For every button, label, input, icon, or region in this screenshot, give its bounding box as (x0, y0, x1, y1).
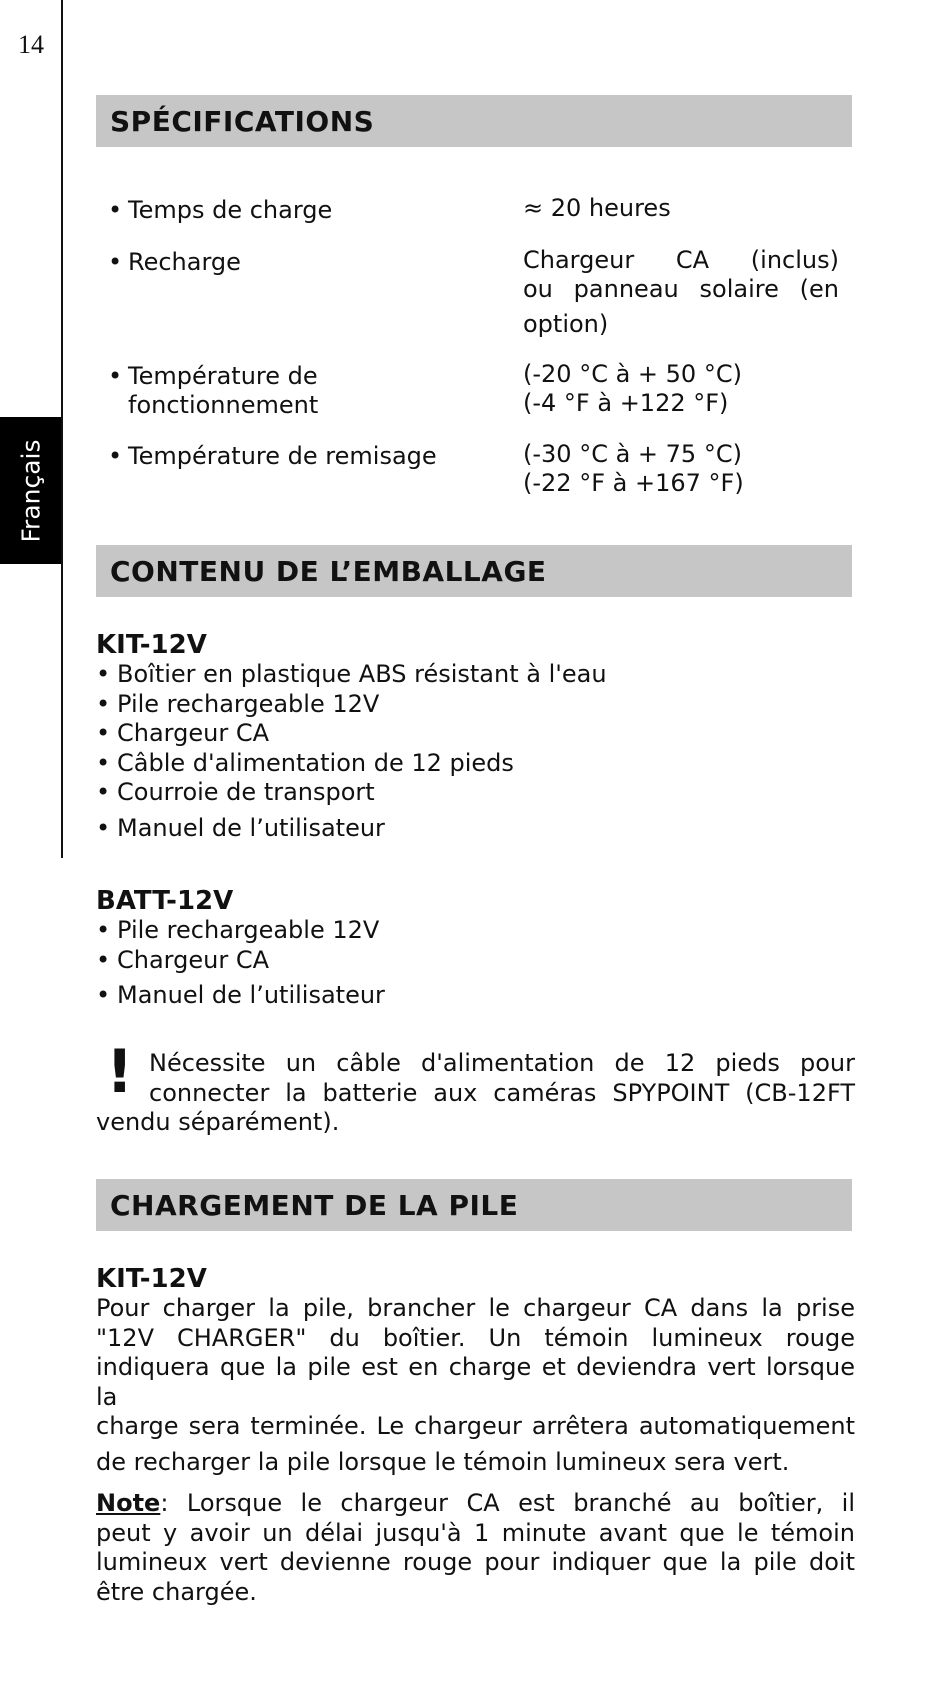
kit-12v-list (96, 660, 607, 843)
spec-label-charge-time: • Temps de charge (108, 196, 333, 224)
spec-label-recharge: • Recharge (108, 248, 241, 276)
batt-12v-list (96, 916, 385, 1011)
contents-heading-bar (96, 545, 852, 597)
charging-kit-title: KIT-12V (96, 1264, 207, 1294)
spec-label-storage-temp: • Température de remisage (108, 442, 437, 470)
charging-heading: CHARGEMENT DE LA PILE (110, 1189, 519, 1222)
spec-value-storage-temp: (-30 °C à + 75 °C) (-22 °F à +167 °F) (523, 440, 744, 497)
spec-value-charge-time: ≈ 20 heures (523, 194, 671, 222)
kit-12v-title: KIT-12V (96, 630, 207, 660)
list-item: • Pile rechargeable 12V (96, 916, 380, 944)
note-label: Note (96, 1489, 161, 1517)
list-item: • Chargeur CA (96, 945, 270, 974)
specifications-heading: SPÉCIFICATIONS (110, 105, 375, 138)
spec-label-operating-temp: • Température de fonctionnement (108, 362, 319, 419)
charging-heading-bar (96, 1179, 852, 1231)
contents-heading: CONTENU DE L’EMBALLAGE (110, 555, 547, 588)
charging-paragraph: Pour charger la pile, brancher le chargeur CA dans la prise "12V CHARGER" du boîtier. Un témoin lumineux rouge indiquera que la pile est en charge et deviendra vert lorsque la charge sera terminée. Le chargeur arrêtera automatiquement de recharger la pile lorsque le témoin lumineux sera vert. (96, 1294, 855, 1476)
list-item: • Chargeur CA (96, 719, 270, 747)
list-item: • Courroie de transport (96, 778, 375, 806)
list-item: • Câble d'alimentation de 12 pieds (96, 748, 514, 777)
list-item: • Boîtier en plastique ABS résistant à l'eau (96, 660, 607, 688)
margin-rule (61, 0, 63, 858)
spec-value-operating-temp: (-20 °C à + 50 °C) (-4 °F à +122 °F) (523, 360, 742, 417)
spec-value-recharge: Chargeur CA (inclus) ou panneau solaire (en option) (523, 246, 839, 338)
page-number: 14 (18, 30, 44, 59)
specifications-heading-bar (96, 95, 852, 147)
exclamation-icon: ! (106, 1037, 134, 1107)
batt-12v-title: BATT-12V (96, 886, 234, 916)
list-item: • Manuel de l’utilisateur (96, 813, 385, 842)
language-tab (0, 417, 61, 564)
list-item: • Manuel de l’utilisateur (96, 981, 385, 1009)
list-item: • Pile rechargeable 12V (96, 689, 380, 718)
warning-text-continued: vendu séparément). (96, 1108, 340, 1136)
language-tab-label: Français (16, 438, 45, 543)
warning-text-indented: Nécessite un câble d'alimentation de 12 pieds pour connecter la batterie aux caméras SPYPOINT (CB-12FT (149, 1049, 855, 1107)
note-paragraph: Note: Lorsque le chargeur CA est branché au boîtier, il peut y avoir un délai jusqu'à 1 minute avant que le témoin lumineux vert devienne rouge pour indiquer que la pile doit être chargée. (96, 1489, 855, 1606)
